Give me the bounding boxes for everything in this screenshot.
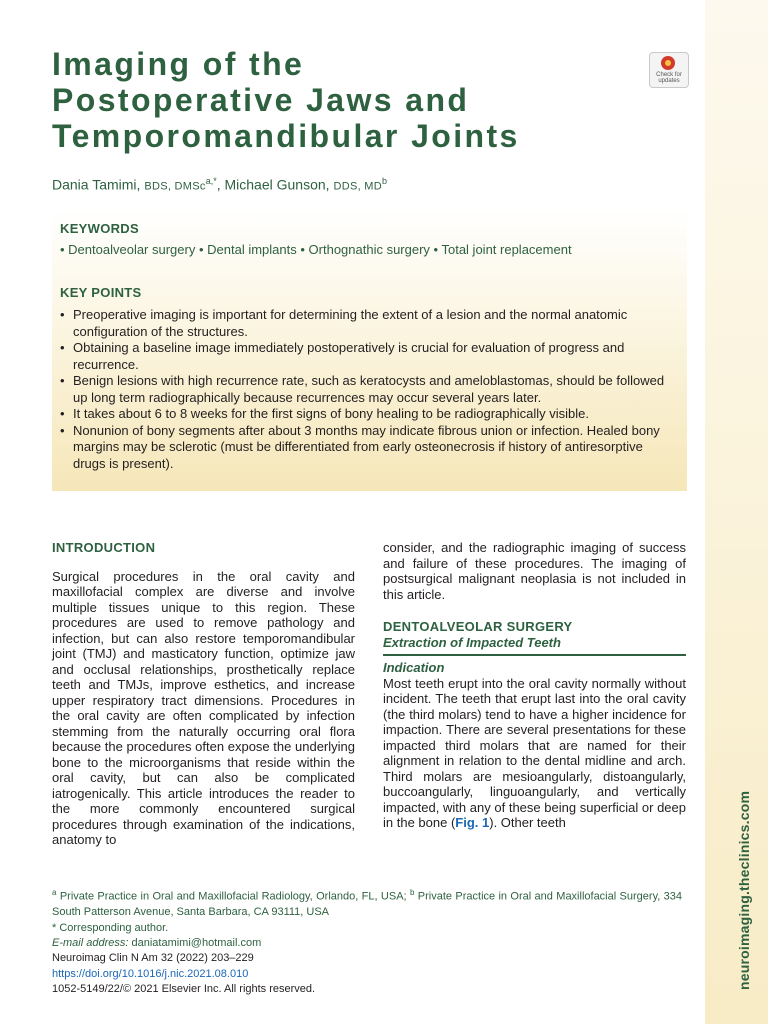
column-right xyxy=(383,540,686,831)
column-left xyxy=(52,540,355,848)
key-points-heading: KEY POINTS xyxy=(60,285,142,300)
author-1-degrees: BDS, DMSc xyxy=(144,180,206,193)
email-line: E-mail address: daniatamimi@hotmail.com xyxy=(52,937,262,950)
title-line-2: Postoperative Jaws and xyxy=(52,82,470,118)
email-link[interactable]: daniatamimi@hotmail.com xyxy=(131,937,262,950)
author-1-name: Dania Tamimi, xyxy=(52,176,141,193)
title-line-3: Temporomandibular Joints xyxy=(52,118,520,154)
affiliations: $^a$ Private Practice in Oral and Maxillofacial Radiology, Orlando, FL, USA; $^b$ Private Practice in Oral and Maxillofacial Surgery, 334 South Patterson Avenue, Santa Barbara, CA 93111, USA xyxy=(52,888,683,919)
dentoalveolar-heading: DENTOALVEOLAR SURGERY xyxy=(383,619,573,634)
crossmark-icon xyxy=(661,56,675,70)
article-title xyxy=(52,46,652,154)
citation-block xyxy=(52,951,315,998)
check-for-updates-badge[interactable] xyxy=(649,52,689,88)
author-list: Dania Tamimi, BDS, DMSc$^{a,*}$, Michael Gunson, DDS, $MD^b$ xyxy=(52,176,388,193)
keyword: Total joint replacement xyxy=(441,242,572,257)
doi-link[interactable]: https://doi.org/10.1016/j.nic.2021.08.010 xyxy=(52,967,249,980)
author-2-affiliation: b xyxy=(382,176,388,186)
keyword: Dentoalveolar surgery xyxy=(68,242,196,257)
keyword: Orthognathic surgery xyxy=(308,242,430,257)
corresponding-author: * Corresponding author. xyxy=(52,921,169,934)
key-points-list xyxy=(60,307,672,472)
author-2-name: Michael Gunson, xyxy=(224,176,330,193)
key-point: • It takes about 6 to 8 weeks for the first signs of bony healing to be radiographically visible. xyxy=(60,406,672,423)
title-line-1: Imaging of the xyxy=(52,46,305,82)
author-2-degrees: DDS, MD xyxy=(333,180,382,193)
summary-box xyxy=(52,208,687,491)
key-point: • Obtaining a baseline image immediately postoperatively is crucial for evaluation of progress and recurrence. xyxy=(60,340,672,373)
copyright: 1052-5149/22/© 2021 Elsevier Inc. All rights reserved. xyxy=(52,983,316,995)
introduction-continuation: consider, and the radiographic imaging of success and failure of these procedures. The imaging of postsurgical malignant neoplasia is not included in this article. xyxy=(383,540,686,602)
key-point: • Nonunion of bony segments after about 3 months may indicate fibrous union or infection. Healed bony margins may be sclerotic (must be differentiated from early osteonecrosis if history of antiresorptive drugs is present). xyxy=(60,423,672,473)
badge-label: Check for updates xyxy=(656,72,682,84)
impacted-teeth-heading: Extraction of Impacted Teeth xyxy=(383,634,561,650)
footnotes xyxy=(52,885,682,952)
indication-heading: Indication xyxy=(383,660,445,675)
figure-1-link[interactable]: Fig. 1 xyxy=(455,815,490,830)
section-divider xyxy=(383,654,686,656)
journal-citation: Neuroimag Clin N Am 32 (2022) 203–229 xyxy=(52,952,254,964)
key-point: • Benign lesions with high recurrence rate, such as keratocysts and ameloblastomas, should be followed up long term radiographically because recurrences may occur several years later. xyxy=(60,373,672,406)
introduction-paragraph: Surgical procedures in the oral cavity and maxillofacial complex are diverse and involve multiple tissues unique to this region. These procedures are used to remove pathology and infection, but can also restore temporomandibular joint (TMJ) and masticatory function, optimize jaw and occlusal relationships, prosthetically replace teeth and TMJs, improve esthetics, and increase upper respiratory tract dimensions. Procedures in the oral cavity are often complicated by infection stemming from the naturally occurring oral flora because the procedures often expose the underlying bone to the microorganisms that reside within the oral cavity, but can also be complicated iatrogenically. This article introduces the reader to the more commonly encountered surgical procedures through examination of the indications, anatomy to xyxy=(52,568,355,847)
keyword: Dental implants xyxy=(207,242,297,257)
author-1-affiliation: a,* xyxy=(205,176,217,186)
indication-paragraph: Most teeth erupt into the oral cavity normally without incident. The teeth that erupt last into the oral cavity (the third molars) tend to have a higher incidence for impaction. There are several presentations for these impacted third molars that are named for their alignment in relation to the dental midline and arch. Third molars are mesioangularly, distoangularly, buccoangularly, linguoangularly, and vertically impacted, with any of these being superficial or deep in the bone (Fig. 1). Other teeth xyxy=(383,675,686,830)
key-point: • Preoperative imaging is important for determining the extent of a lesion and the normal anatomic configuration of the structures. xyxy=(60,307,672,340)
journal-url[interactable]: neuroimaging.theclinics.com xyxy=(736,790,752,990)
keywords-list: • Dentoalveolar surgery • Dental implants • Orthognathic surgery • Total joint replacement xyxy=(60,242,572,257)
keywords-heading: KEYWORDS xyxy=(60,221,139,236)
introduction-heading: INTRODUCTION xyxy=(52,540,156,555)
